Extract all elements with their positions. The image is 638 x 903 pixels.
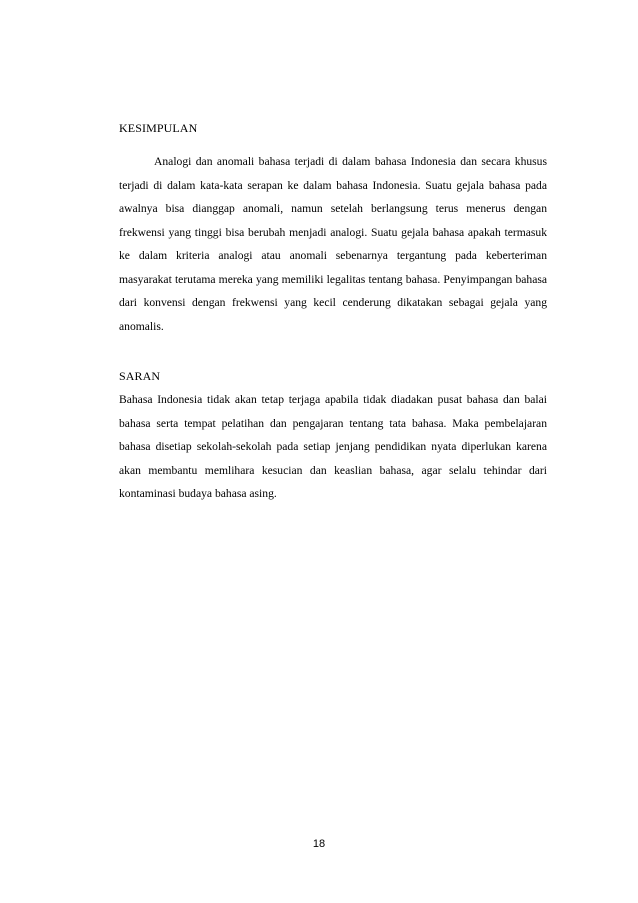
section-spacer <box>119 338 547 368</box>
paragraph-kesimpulan: Analogi dan anomali bahasa terjadi di dalam bahasa Indonesia dan secara khusus terjadi di dalam kata-kata serapan ke dalam bahasa Indonesia. Suatu gejala bahasa pada awalnya bisa dianggap anomali, namun setelah berlangsung terus menerus dengan frekwensi yang tinggi bisa berubah menjadi analogi. Suatu gejala bahasa apakah termasuk ke dalam kriteria analogi atau anomali sebenarnya tergantung pada keberteriman masyarakat terutama mereka yang memiliki legalitas tentang bahasa. Penyimpangan bahasa dari konvensi dengan frekwensi yang kecil cenderung dikatakan sebagai gejala yang anomalis. <box>119 155 547 333</box>
section-saran <box>119 368 547 506</box>
section-heading-saran: SARAN <box>119 369 161 383</box>
section-kesimpulan <box>119 120 547 338</box>
page-content <box>119 120 547 506</box>
page-number: 18 <box>312 838 326 850</box>
paragraph-saran: Bahasa Indonesia tidak akan tetap terjaga apabila tidak diadakan pusat bahasa dan balai bahasa serta tempat pelatihan dan pengajaran tentang tata bahasa. Maka pembelajaran bahasa disetiap sekolah-sekolah pada setiap jenjang pendidikan nyata diperlukan karena akan membantu memlihara kesucian dan keaslian bahasa, agar selalu tehindar dari kontaminasi budaya bahasa asing. <box>119 393 547 500</box>
section-heading-kesimpulan: KESIMPULAN <box>119 121 198 135</box>
